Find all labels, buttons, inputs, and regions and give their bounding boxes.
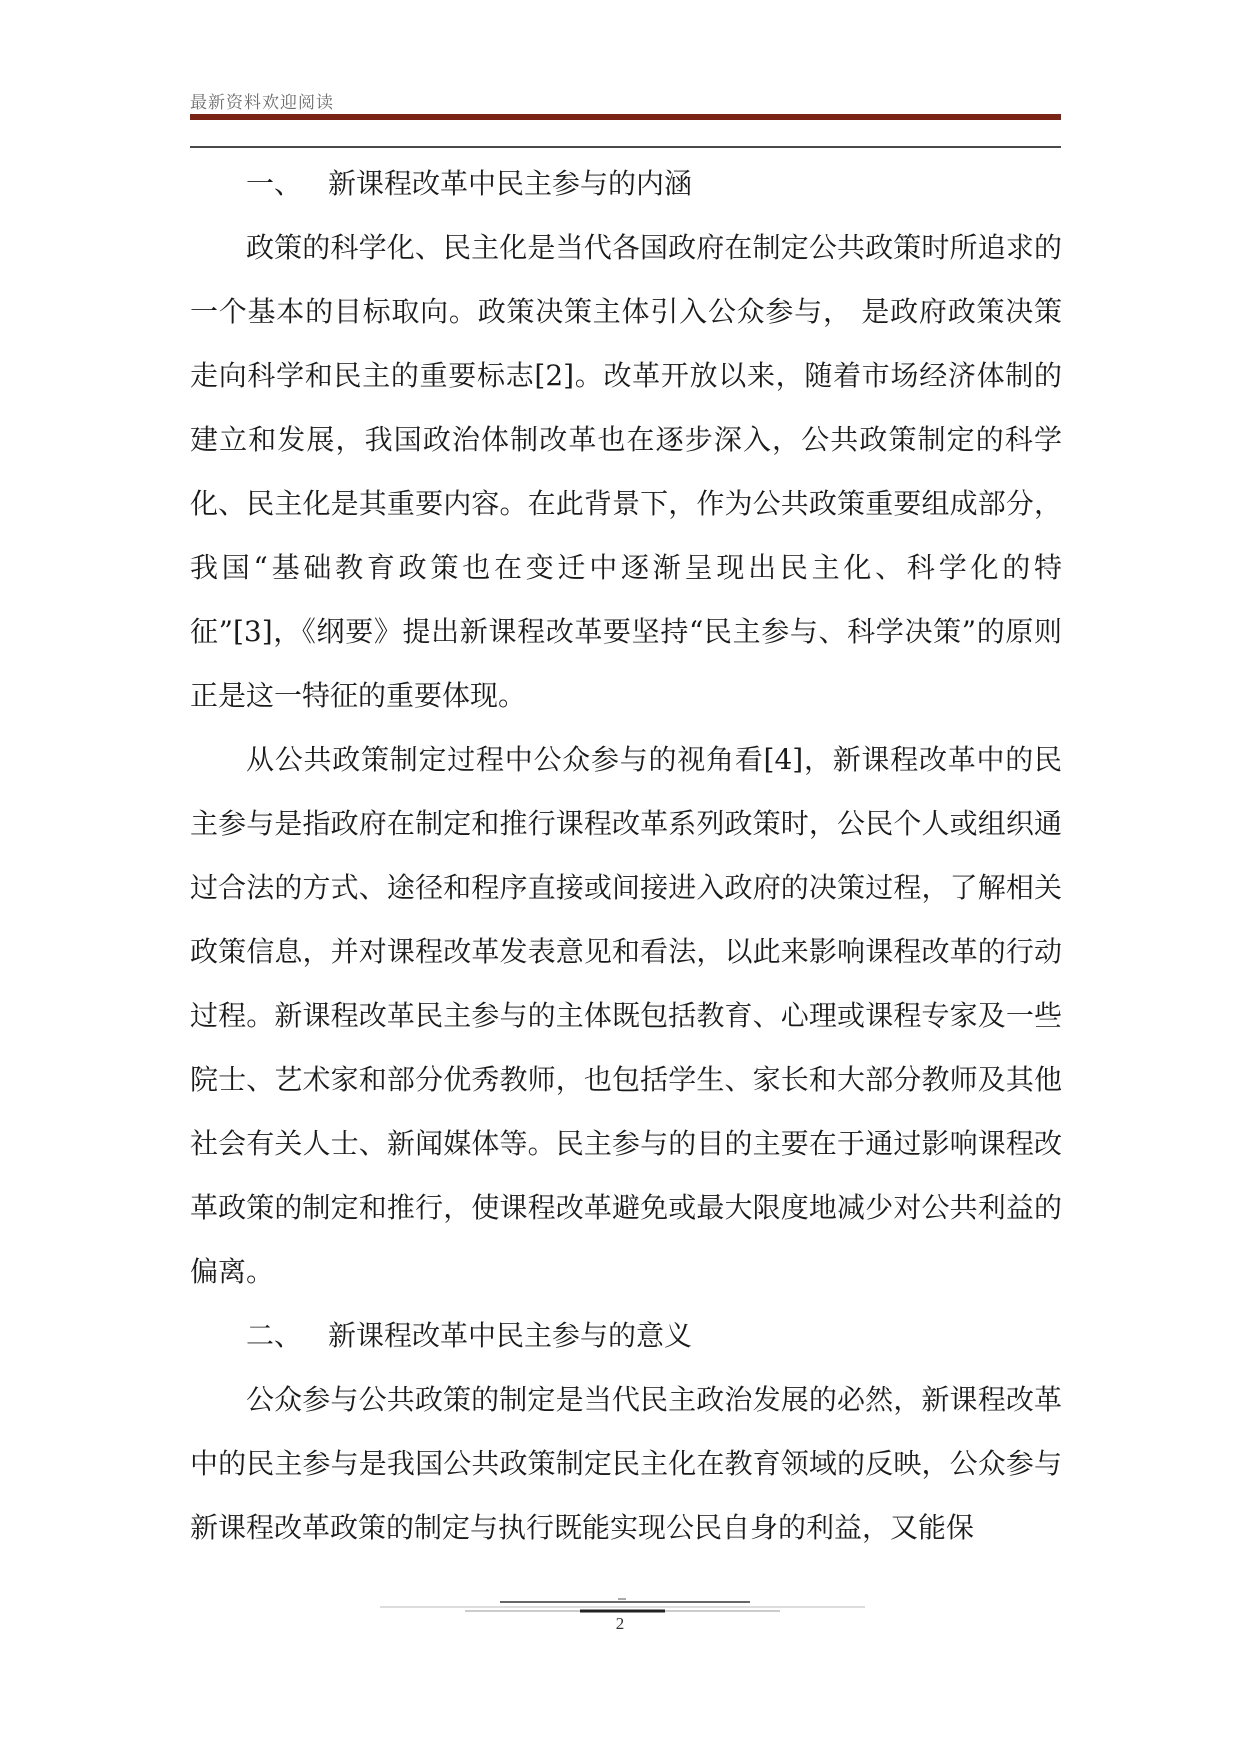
- heading-text: 新课程改革中民主参与的意义: [328, 1319, 693, 1352]
- document-body: [190, 152, 1062, 1560]
- header-rule-thick: [190, 114, 1061, 120]
- heading-number: 二、: [246, 1319, 303, 1352]
- header-rule-thin: [190, 146, 1061, 148]
- heading-number: 一、: [246, 167, 303, 200]
- paragraph-3: 公众参与公共政策的制定是当代民主政治发展的必然，新课程改革中的民主参与是我国公共政策制定民主化在教育领域的反映，公众参与新课程改革政策的制定与执行既能实现公民自身的利益，又能保: [190, 1383, 1062, 1544]
- paragraph-2: 从公共政策制定过程中公众参与的视角看[4]，新课程改革中的民主参与是指政府在制定和推行课程改革系列政策时，公民个人或组织通过合法的方式、途径和程序直接或间接进入政府的决策过程，了解相关政策信息，并对课程改革发表意见和看法，以此来影响课程改革的行动过程。新课程改革民主参与的主体既包括教育、心理或课程专家及一些院士、艺术家和部分优秀教师，也包括学生、家长和大部分教师及其他社会有关人士、新闻媒体等。民主参与的目的主要在于通过影响课程改革政策的制定和推行，使课程改革避免或最大限度地减少对公共利益的偏离。: [190, 743, 1062, 1288]
- section-heading-1: [190, 152, 1062, 216]
- section-heading-2: [190, 1304, 1062, 1368]
- running-header: 最新资料欢迎阅读: [190, 93, 334, 113]
- page-number: 2: [615, 1614, 625, 1633]
- paragraph-1: 政策的科学化、民主化是当代各国政府在制定公共政策时所追求的一个基本的目标取向。政策决策主体引入公众参与， 是政府政策决策走向科学和民主的重要标志[2]。改革开放以来，随着市场经济体制的建立和发展，我国政治体制改革也在逐步深入，公共政策制定的科学化、民主化是其重要内容。在此背景下，作为公共政策重要组成部分，我国“基础教育政策也在变迁中逐渐呈现出民主化、科学化的特征”[3]，《纲要》提出新课程改革要坚持“民主参与、科学决策”的原则正是这一特征的重要体现。: [190, 231, 1062, 712]
- heading-text: 新课程改革中民主参与的内涵: [328, 167, 693, 200]
